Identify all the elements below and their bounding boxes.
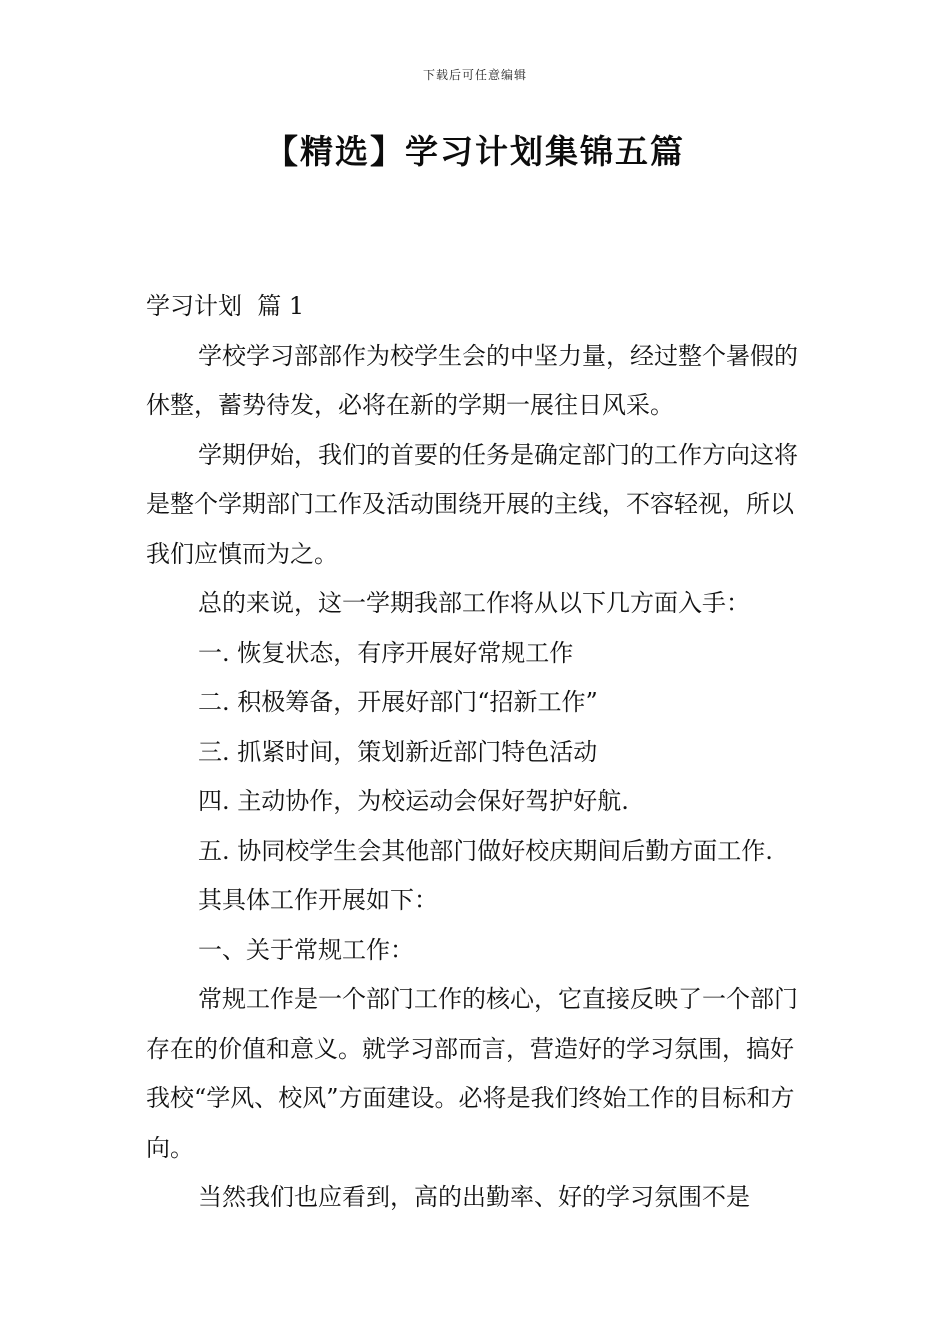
list-item: 四. 主动协作，为校运动会保好驾护好航. <box>198 787 629 815</box>
paragraph: 学校学习部部作为校学生会的中坚力量，经过整个暑假的休整，蓄势待发，必将在新的学期一展往日风采。 <box>146 341 798 419</box>
section-heading: 学习计划 篇 1 <box>146 292 305 320</box>
header-note: 下载后可任意编辑 <box>422 68 527 82</box>
paragraph: 当然我们也应看到，高的出勤率、好的学习氛围不是 <box>198 1183 750 1211</box>
document-body <box>146 282 808 1223</box>
paragraph: 总的来说，这一学期我部工作将从以下几方面入手： <box>198 589 750 617</box>
paragraph: 学期伊始，我们的首要的任务是确定部门的工作方向这将是整个学期部门工作及活动围绕开展的主线，不容轻视，所以我们应慎而为之。 <box>146 440 798 568</box>
subheading: 一、关于常规工作： <box>198 935 414 964</box>
list-item: 三. 抓紧时间，策划新近部门特色活动 <box>198 737 598 766</box>
list-item: 一. 恢复状态，有序开展好常规工作 <box>198 638 574 667</box>
paragraph: 常规工作是一个部门工作的核心，它直接反映了一个部门存在的价值和意义。就学习部而言，营造好的学习氛围，搞好我校“学风、校风”方面建设。必将是我们终始工作的目标和方向。 <box>146 985 798 1162</box>
paragraph: 其具体工作开展如下： <box>198 886 438 914</box>
list-item: 二. 积极筹备，开展好部门“招新工作” <box>198 688 598 716</box>
document-title: 【精选】学习计划集锦五篇 <box>265 132 685 171</box>
list-item: 五. 协同校学生会其他部门做好校庆期间后勤方面工作. <box>198 836 773 865</box>
